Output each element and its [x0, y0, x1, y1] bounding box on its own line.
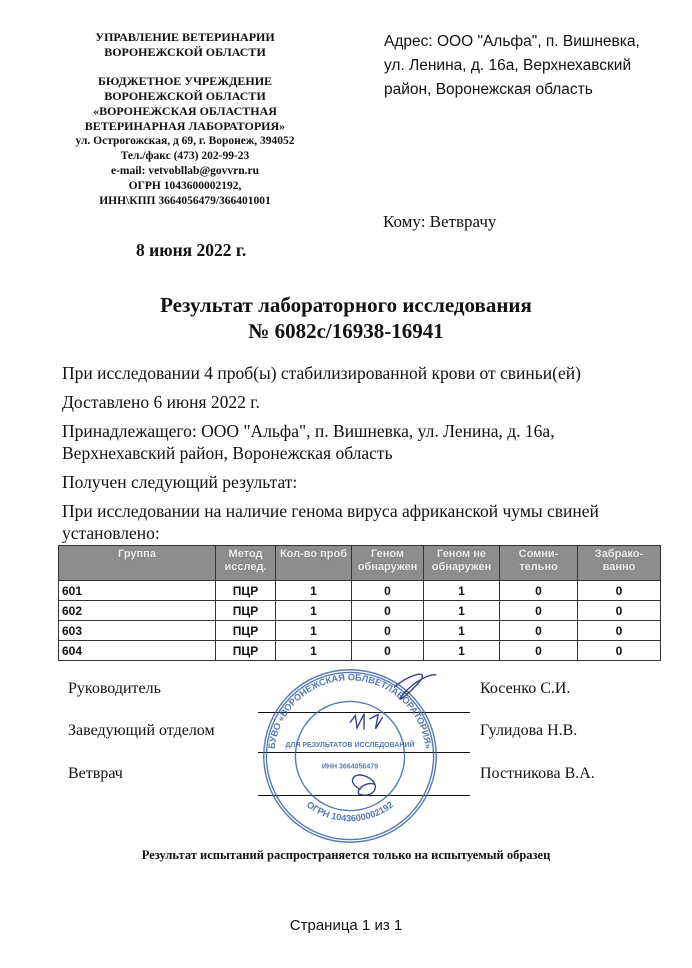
- stamp-inner-ring: [295, 701, 404, 810]
- org-address: ул. Острогожская, д 69, г. Воронеж, 394052: [75, 135, 295, 147]
- cell-doubtful: 0: [500, 641, 578, 661]
- cell-method: ПЦР: [216, 621, 276, 641]
- cell-rejected: 0: [578, 641, 661, 661]
- issue-date: 8 июня 2022 г.: [136, 240, 247, 260]
- recipient: Кому: Ветврачу: [383, 212, 497, 231]
- address-line: район, Воронежская область: [384, 81, 593, 98]
- signature-role-dept: Заведующий отделом: [68, 722, 215, 739]
- org-line: ВЕТЕРИНАРНАЯ ЛАБОРАТОРИЯ»: [84, 119, 286, 133]
- org-inn-kpp: ИНН\КПП 3664056479/366401001: [99, 195, 271, 207]
- owner-info: Принадлежащего: ООО "Альфа", п. Вишневка, ул. Ленина, д. 16а, Верхнехавский район, Воронежская область: [62, 421, 555, 463]
- sample-description: При исследовании 4 проб(ы) стабилизированной крови от свиньи(ей): [62, 363, 581, 383]
- result-intro: Получен следующий результат:: [62, 472, 298, 492]
- cell-rejected: 0: [578, 581, 661, 601]
- org-line: ВОРОНЕЖСКОЙ ОБЛАСТИ: [104, 45, 266, 59]
- org-email: e-mail: vetvobllab@govvrn.ru: [110, 165, 260, 177]
- cell-method: ПЦР: [216, 641, 276, 661]
- org-line: ВОРОНЕЖСКОЙ ОБЛАСТИ: [104, 89, 266, 103]
- report-number: № 6082с/16938-16941: [248, 319, 444, 343]
- client-address: [384, 30, 684, 102]
- results-table: [58, 545, 661, 661]
- cell-genome-detected: 0: [352, 641, 424, 661]
- organization-header: [60, 30, 310, 209]
- stamp-bottom-text: ИНН 3664056479: [321, 763, 379, 771]
- org-phone: Тел./факс (473) 202-99-23: [120, 150, 250, 162]
- signature-scribble-vet: [352, 775, 375, 795]
- cell-doubtful: 0: [500, 581, 578, 601]
- page-number: Страница 1 из 1: [289, 917, 403, 934]
- cell-genome-detected: 0: [352, 581, 424, 601]
- org-line: БЮДЖЕТНОЕ УЧРЕЖДЕНИЕ: [97, 74, 273, 88]
- address-line: ул. Ленина, д. 16а, Верхнехавский: [384, 57, 632, 74]
- delivery-date: Доставлено 6 июня 2022 г.: [62, 392, 260, 412]
- cell-genome-detected: 0: [352, 621, 424, 641]
- header-genome-detected: Геном обнаружен: [352, 546, 424, 581]
- stamp-inner-text: ДЛЯ РЕЗУЛЬТАТОВ ИССЛЕДОВАНИЙ: [285, 742, 415, 750]
- cell-genome-not-detected: 1: [424, 601, 500, 621]
- header-doubtful: Сомни-тельно: [500, 546, 578, 581]
- cell-group: 604: [59, 641, 216, 661]
- cell-sample-count: 1: [276, 641, 352, 661]
- table-header-row: [59, 546, 661, 581]
- header-group: Группа: [59, 546, 216, 581]
- signature-name-vet: Постникова В.А.: [480, 765, 595, 782]
- org-ogrn: ОГРН 1043600002192,: [128, 180, 242, 192]
- address-line: Адрес: ООО "Альфа", п. Вишневка,: [384, 33, 640, 50]
- header-method: Метод исслед.: [216, 546, 276, 581]
- cell-doubtful: 0: [500, 601, 578, 621]
- stamp-number-text: ОГРН 1043600002192: [304, 799, 396, 824]
- cell-rejected: 0: [578, 621, 661, 641]
- org-line: УПРАВЛЕНИЕ ВЕТЕРИНАРИИ: [95, 30, 275, 44]
- document-title: [0, 292, 692, 344]
- header-genome-not-detected: Геном не обнаружен: [424, 546, 500, 581]
- org-line: «ВОРОНЕЖСКАЯ ОБЛАСТНАЯ: [93, 104, 277, 118]
- cell-method: ПЦР: [216, 581, 276, 601]
- cell-method: ПЦР: [216, 601, 276, 621]
- cell-group: 602: [59, 601, 216, 621]
- cell-sample-count: 1: [276, 601, 352, 621]
- signature-role-vet: Ветврач: [68, 765, 123, 782]
- cell-genome-not-detected: 1: [424, 641, 500, 661]
- cell-rejected: 0: [578, 601, 661, 621]
- official-stamp: [262, 668, 438, 844]
- title-line: Результат лабораторного исследования: [160, 293, 532, 317]
- footer-note: Результат испытаний распространяется только на испытуемый образец: [141, 848, 551, 862]
- body-text: [62, 362, 687, 544]
- signature-role-head: Руководитель: [68, 680, 161, 697]
- table-row: [59, 601, 661, 621]
- table-row: [59, 641, 661, 661]
- header-rejected: Забрако-ванно: [578, 546, 661, 581]
- svg-text:БУВО «ВОРОНЕЖСКАЯ ОБЛВЕТЛАБОРА: [267, 672, 434, 749]
- cell-group: 601: [59, 581, 216, 601]
- cell-sample-count: 1: [276, 621, 352, 641]
- cell-genome-detected: 0: [352, 601, 424, 621]
- signature-scribble-dept: [350, 714, 383, 730]
- test-description: При исследовании на наличие генома вируса африканской чумы свиней установлено:: [62, 501, 599, 543]
- header-sample-count: Кол-во проб: [276, 546, 352, 581]
- signature-name-dept: Гулидова Н.В.: [480, 722, 578, 739]
- cell-group: 603: [59, 621, 216, 641]
- table-row: [59, 621, 661, 641]
- signature-name-head: Косенко С.И.: [480, 680, 571, 697]
- stamp-outer-text: БУВО «ВОРОНЕЖСКАЯ ОБЛВЕТЛАБОРАТОРИЯ»: [266, 672, 434, 750]
- cell-doubtful: 0: [500, 621, 578, 641]
- table-row: [59, 581, 661, 601]
- cell-genome-not-detected: 1: [424, 581, 500, 601]
- svg-text:ОГРН 1043600002192: [305, 800, 395, 824]
- cell-genome-not-detected: 1: [424, 621, 500, 641]
- cell-sample-count: 1: [276, 581, 352, 601]
